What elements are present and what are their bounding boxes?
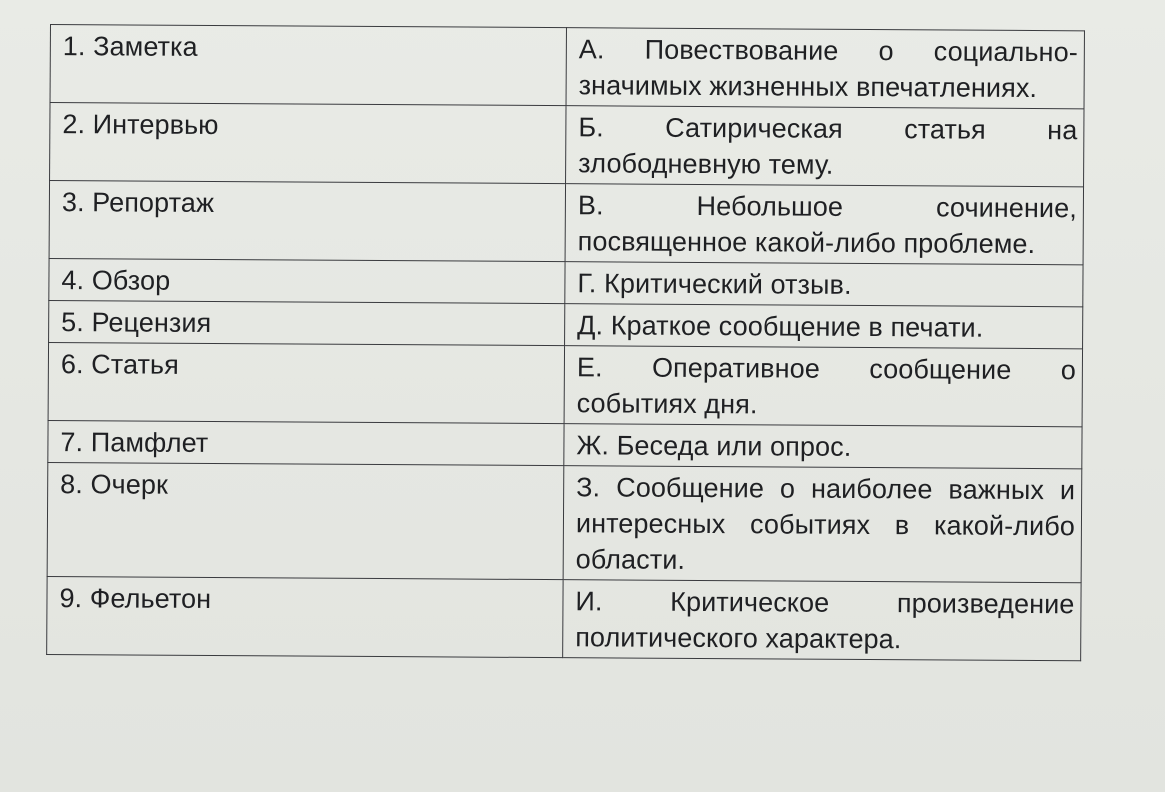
table-row (49, 300, 1083, 348)
definition-cell: Д. Краткое сообщение в печати. (565, 304, 1083, 349)
term-cell: 6. Статья (48, 342, 564, 423)
term-cell: 8. Очерк (47, 462, 564, 579)
table-row (49, 181, 1083, 265)
table-row (50, 103, 1084, 187)
table-row (48, 420, 1082, 468)
definition-cell: Б. Сатирическая статья на злободневную тему. (566, 106, 1084, 187)
table-row (47, 576, 1081, 660)
definition-cell: А. Повествование о социально-значимых жизненных впечатлениях. (566, 28, 1084, 109)
definition-cell: И. Критическое произведение политического характера. (563, 580, 1081, 661)
definition-cell: В. Небольшое сочинение, посвященное какой-либо проблеме. (565, 184, 1083, 265)
matching-table (46, 24, 1085, 661)
term-cell: 7. Памфлет (48, 420, 564, 465)
definition-cell: Г. Критический отзыв. (565, 262, 1083, 307)
definition-cell: З. Сообщение о наиболее важных и интересных событиях в какой-либо области. (563, 466, 1082, 583)
term-cell: 9. Фельетон (47, 576, 563, 657)
table-row (47, 462, 1082, 582)
term-cell: 5. Рецензия (49, 300, 565, 345)
table-row (50, 25, 1084, 109)
table-row (49, 258, 1083, 306)
table-row (48, 342, 1082, 426)
term-cell: 2. Интервью (50, 103, 566, 184)
term-cell: 3. Репортаж (49, 181, 565, 262)
definition-cell: Е. Оперативное сообщение о событиях дня. (564, 346, 1082, 427)
term-cell: 4. Обзор (49, 258, 565, 303)
definition-cell: Ж. Беседа или опрос. (564, 424, 1082, 469)
term-cell: 1. Заметка (50, 25, 566, 106)
